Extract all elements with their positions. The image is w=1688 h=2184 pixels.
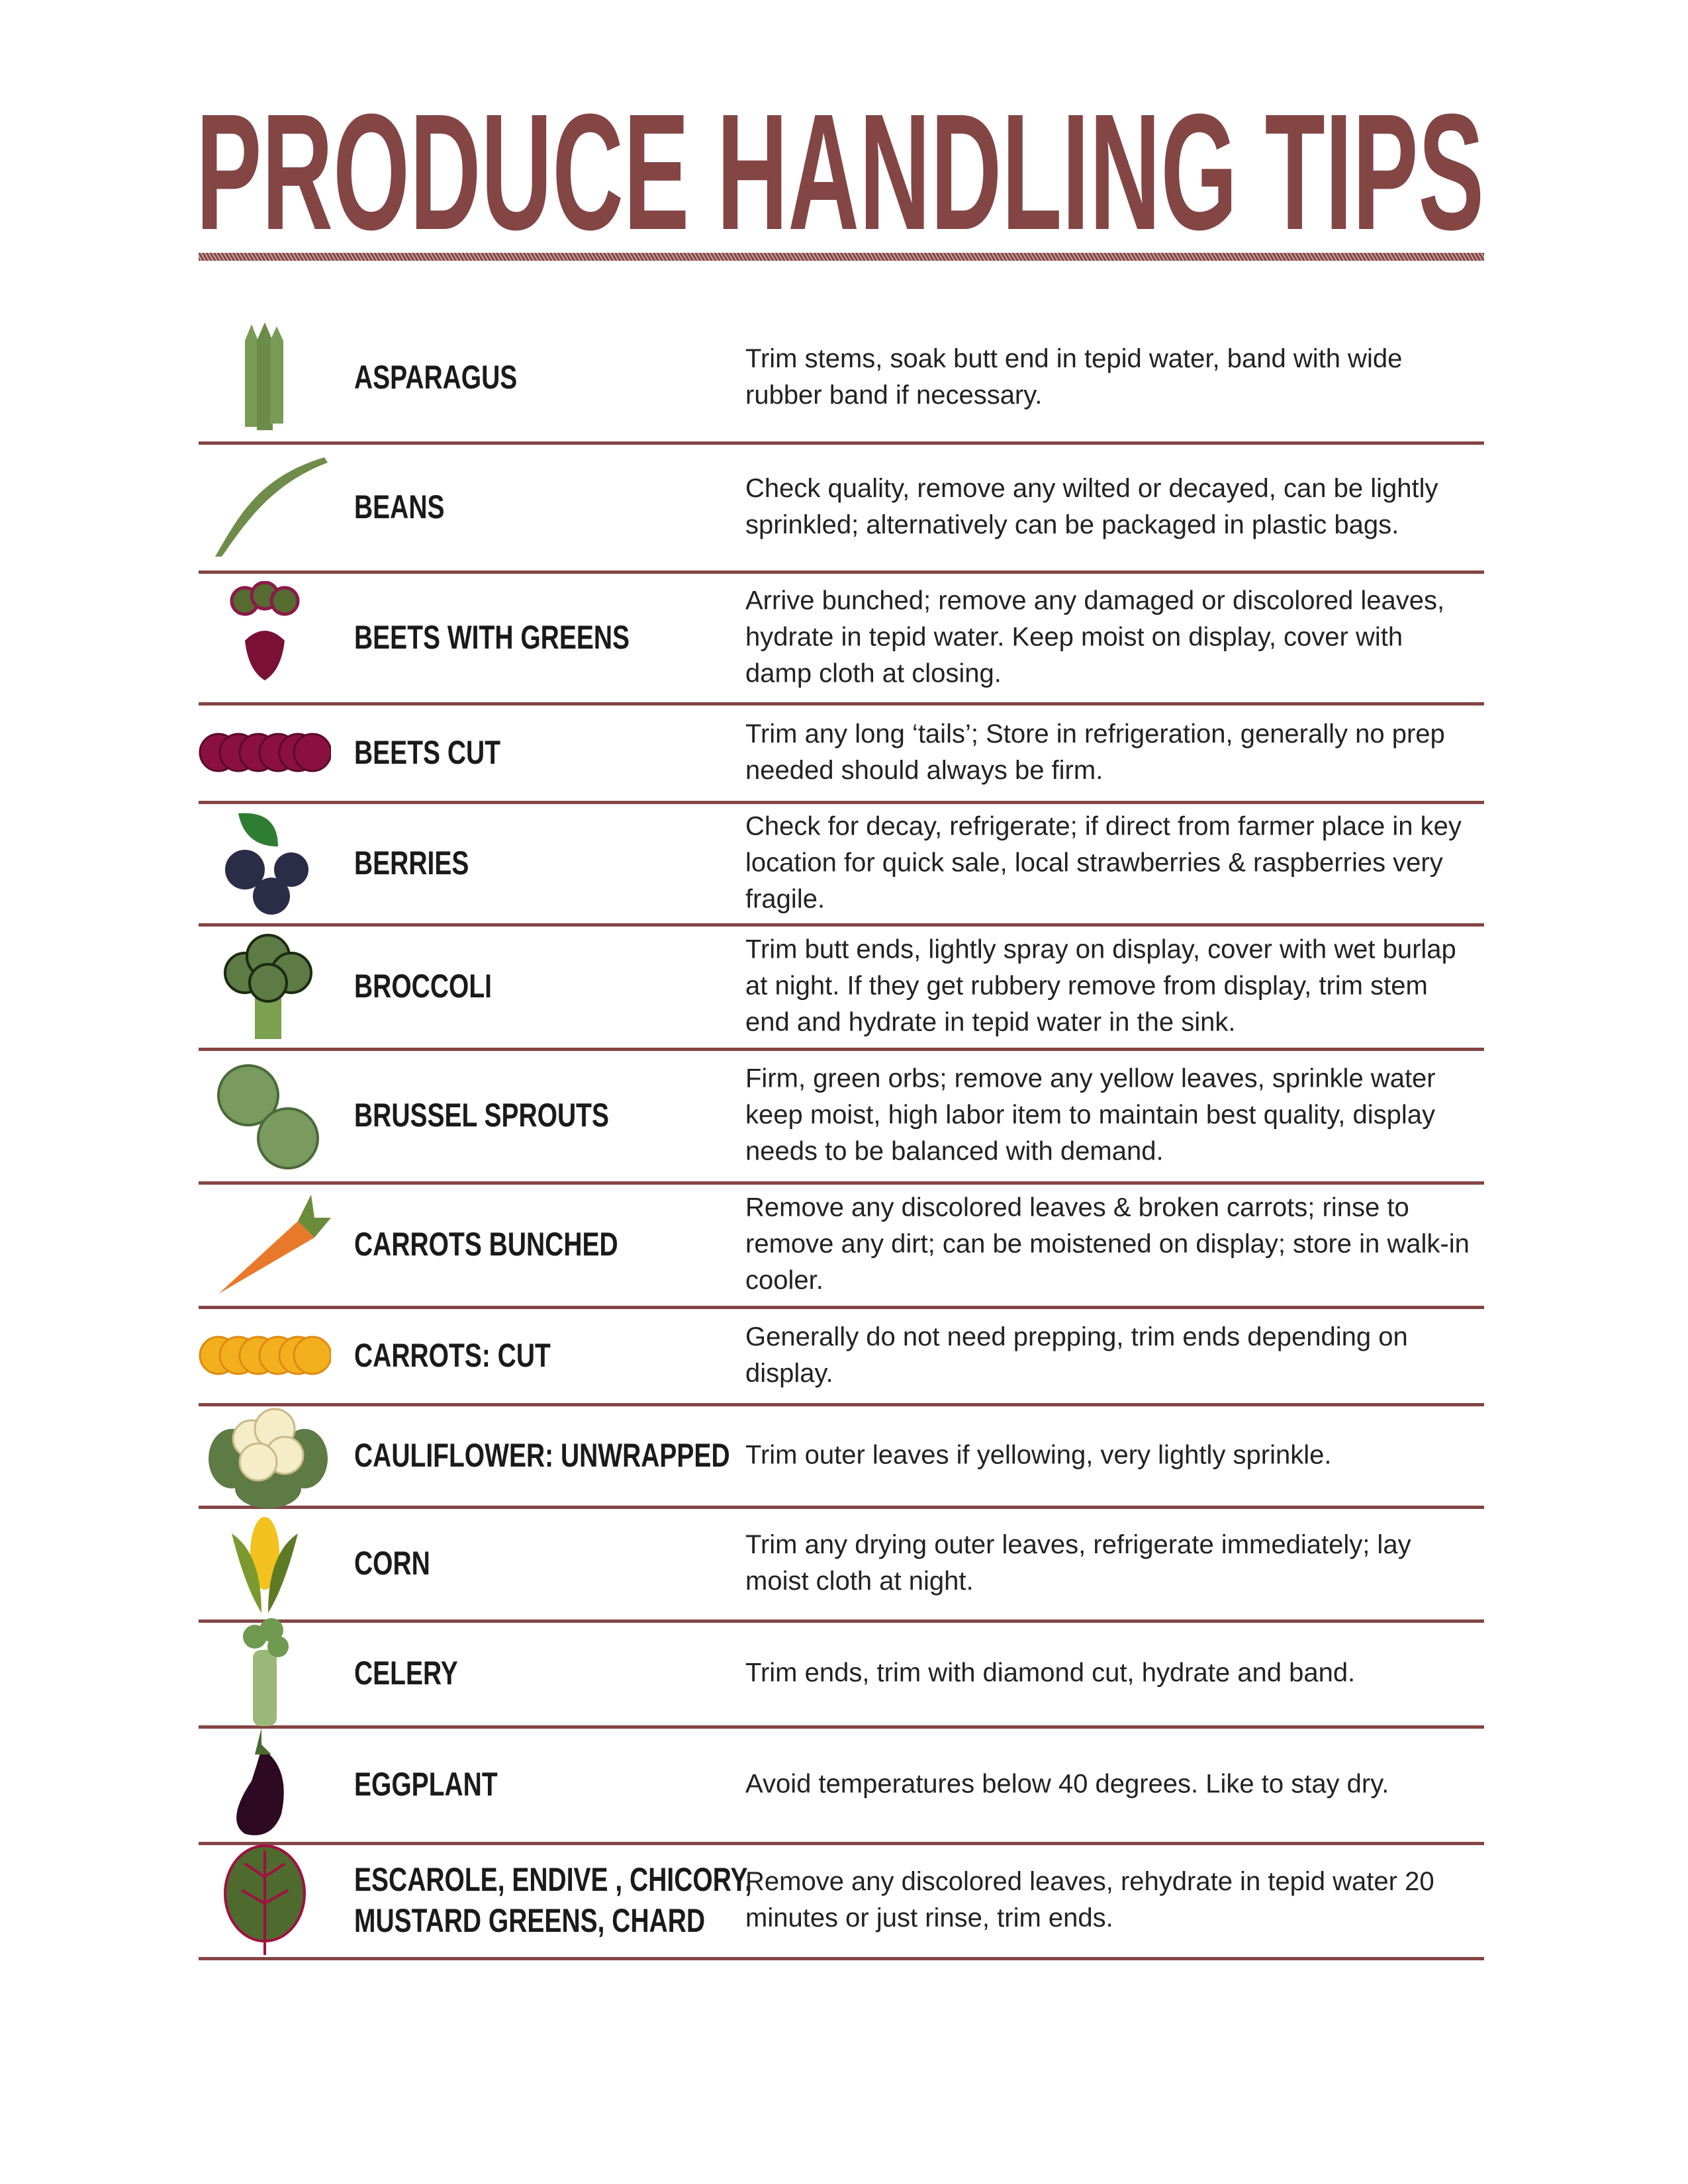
table-row: [199, 1049, 1484, 1185]
eggplant-icon: [199, 1728, 331, 1841]
produce-name: ASPARAGUS: [354, 358, 518, 396]
handling-tip: Trim any long ‘tails’; Store in refrigeration, generally no prep needed should always be firm.: [745, 719, 1445, 785]
produce-name: CAULIFLOWER: UNWRAPPED: [354, 1436, 730, 1474]
produce-name: BEETS WITH GREENS: [354, 618, 630, 656]
produce-name: BEANS: [354, 488, 445, 525]
beet-icon: [199, 581, 331, 694]
table-row: [199, 1404, 1484, 1509]
beet-slices-icon: [199, 696, 331, 809]
leafy-greens-icon: [199, 1844, 331, 1956]
table-row: [199, 312, 1484, 445]
table-row: [199, 704, 1484, 804]
produce-name: CARROTS BUNCHED: [354, 1226, 618, 1263]
brussel-sprouts-icon: [199, 1059, 331, 1171]
handling-tip: Arrive bunched; remove any damaged or discolored leaves, hydrate in tepid water. Keep moist on display, cover with damp cloth at closing.: [745, 586, 1445, 688]
handling-tip: Check for decay, refrigerate; if direct from farmer place in key location for quick sale, local strawberries & raspberries very fragile.: [745, 811, 1462, 913]
title-divider: [199, 253, 1484, 261]
produce-name: EGGPLANT: [354, 1766, 498, 1803]
produce-name: BEETS CUT: [354, 733, 501, 771]
corn-icon: [199, 1507, 331, 1619]
beans-icon: [199, 451, 331, 563]
produce-name: CORN: [354, 1545, 430, 1582]
table-row: [199, 1727, 1484, 1845]
handling-tip: Trim outer leaves if yellowing, very lightly sprinkle.: [745, 1440, 1332, 1469]
produce-name: BERRIES: [354, 844, 469, 882]
table-row: [199, 925, 1484, 1051]
produce-name: CARROTS: CUT: [354, 1336, 551, 1374]
handling-tip: Trim butt ends, lightly spray on display, cover with wet burlap at night. If they get rubbery remove from display, trim stem end and hydrate in tepid water in the sink.: [745, 934, 1456, 1037]
carrot-slices-icon: [199, 1299, 331, 1412]
handling-tip: Remove any discolored leaves & broken carrots; rinse to remove any dirt; can be moistened on display; store in walk-in cooler.: [745, 1193, 1470, 1295]
carrot-icon: [199, 1188, 331, 1300]
produce-name: BROCCOLI: [354, 968, 492, 1005]
broccoli-icon: [199, 930, 331, 1042]
table-row: [199, 1507, 1484, 1623]
produce-name: BRUSSEL SPROUTS: [354, 1097, 610, 1134]
produce-name: CELERY: [354, 1655, 458, 1692]
cauliflower-icon: [199, 1399, 331, 1512]
asparagus-icon: [199, 321, 331, 433]
table-row: [199, 1307, 1484, 1406]
handling-tip: Firm, green orbs; remove any yellow leaves, sprinkle water keep moist, high labor item to maintain best quality, display needs to be balanced with demand.: [745, 1064, 1436, 1166]
handling-tip: Trim any drying outer leaves, refrigerate immediately; lay moist cloth at night.: [745, 1530, 1411, 1596]
handling-tip: Remove any discolored leaves, rehydrate in tepid water 20 minutes or just rinse, trim ends.: [745, 1867, 1434, 1933]
table-row: [199, 802, 1484, 927]
table-row: [199, 1621, 1484, 1729]
handling-tip: Trim ends, trim with diamond cut, hydrate and band.: [745, 1658, 1356, 1688]
table-row: [199, 572, 1484, 705]
celery-icon: [199, 1617, 331, 1729]
table-row: [199, 1183, 1484, 1309]
handling-tip: Avoid temperatures below 40 degrees. Like to stay dry.: [745, 1769, 1389, 1799]
table-row: [199, 443, 1484, 574]
page-title-text: PRODUCE HANDLING TIPS: [196, 106, 1484, 238]
page-title: [196, 106, 1487, 238]
handling-tip: Generally do not need prepping, trim ends depending on display.: [745, 1322, 1408, 1388]
produce-name: ESCAROLE, ENDIVE , CHICORY, MUSTARD GREENS, CHARD: [354, 1861, 752, 1939]
handling-tip: Check quality, remove any wilted or decayed, can be lightly sprinkled; alternatively can be packaged in plastic bags.: [745, 473, 1438, 539]
handling-tip: Trim stems, soak butt end in tepid water, band with wide rubber band if necessary.: [745, 343, 1403, 410]
table-row: [199, 1843, 1484, 1960]
berries-icon: [199, 807, 331, 919]
